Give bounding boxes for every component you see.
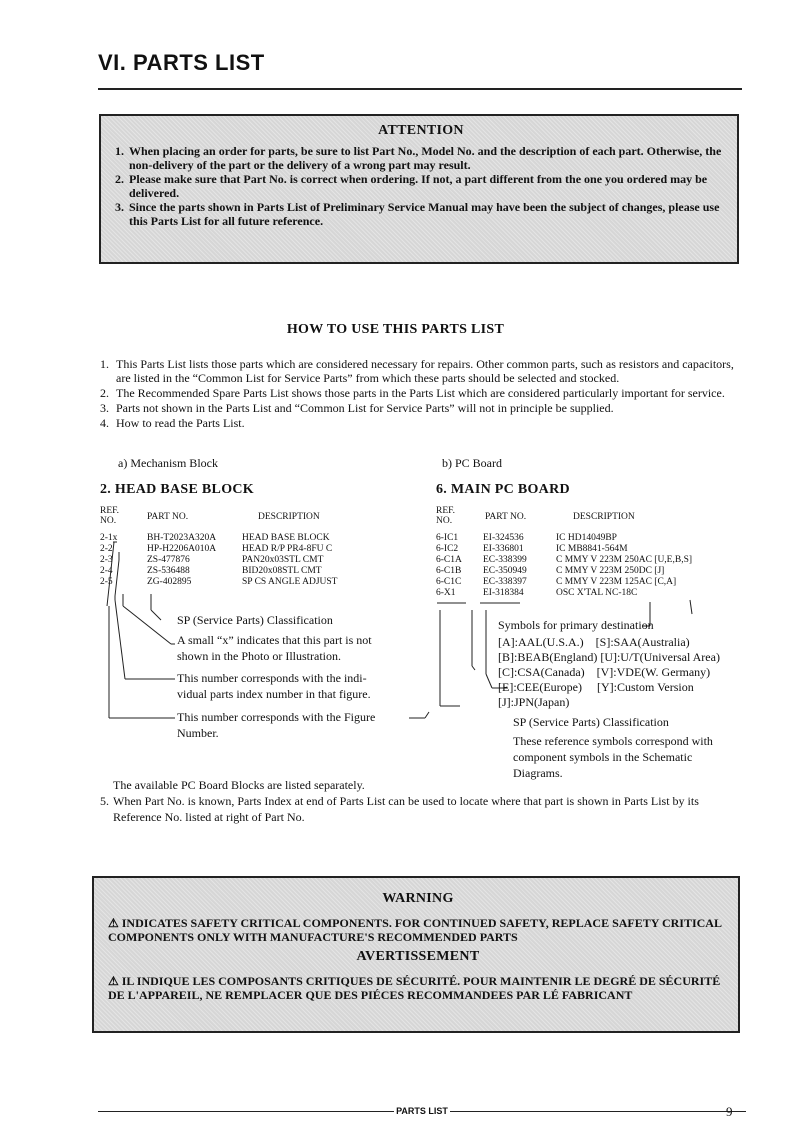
col-ref: REF. [436, 506, 456, 516]
main-pc-table [436, 533, 692, 599]
step-text: How to read the Parts List. [116, 416, 245, 430]
attention-title: ATTENTION [378, 123, 464, 138]
footer-rule-right [450, 1111, 746, 1112]
warning-title-fr: AVERTISSEMENT [356, 949, 480, 964]
ref-cell: 2-4 [100, 566, 113, 576]
leader-line [425, 712, 429, 718]
warning-triangle-icon: ⚠ [108, 916, 119, 930]
attention-num: 3. [115, 200, 124, 214]
page-number: 9 [726, 1104, 733, 1119]
leader-line [123, 606, 171, 644]
desc-cell: C MMY V 223M 250DC [J] [556, 566, 665, 576]
desc-cell: IC MB8841-564M [556, 544, 628, 554]
desc-cell: OSC X'TAL NC-18C [556, 588, 638, 598]
warning-text: INDICATES SAFETY CRITICAL COMPONENTS. FOR CONTINUED SAFETY, REPLACE SAFETY CRITICAL COMPONENTS ONLY WITH MANUFACTURE'S RECOMMENDED PARTS [108, 916, 722, 944]
part-cell: EC-338399 [483, 555, 527, 565]
desc-cell: HEAD BASE BLOCK [242, 533, 330, 543]
footer [98, 1106, 746, 1116]
dest-row-3: [C]:CSA(Canada) [V]:VDE(W. Germany) [498, 665, 711, 679]
note-symbols-1: These reference symbols correspond with [513, 734, 713, 748]
available-note: The available PC Board Blocks are listed separately. [113, 778, 365, 792]
footer-rule-left [98, 1111, 394, 1112]
part-cell: EI-318384 [483, 588, 524, 598]
leader-line [151, 610, 161, 620]
note-symbols-2: component symbols in the Schematic [513, 750, 693, 764]
sub-b-label: b) PC Board [442, 456, 502, 470]
desc-cell: HEAD R/P PR4-8FU C [242, 544, 333, 554]
desc-cell: C MMY V 223M 125AC [C,A] [556, 577, 677, 587]
step-num: 3. [100, 401, 109, 415]
col-no: NO. [436, 516, 453, 526]
attention-text: Since the parts shown in Parts List of Preliminary Service Manual may have been the subject of changes, please use this Parts List for all future reference. [129, 200, 720, 228]
attention-text: When placing an order for parts, be sure to list Part No., Model No. and the description of each part. Otherwise, the non-delivery of the part or the delivery of a wrong part may result. [129, 144, 722, 172]
col-part: PART NO. [485, 512, 527, 522]
heading-rule [98, 88, 742, 90]
col-desc: DESCRIPTION [573, 512, 635, 522]
part-cell: EC-350949 [483, 566, 527, 576]
ref-cell: 6-IC1 [436, 533, 459, 543]
leader-line [486, 674, 492, 688]
col-desc: DESCRIPTION [258, 512, 320, 522]
footer-label: PARTS LIST [396, 1106, 448, 1116]
step-text: This Parts List lists those parts which are considered necessary for repairs. Other common parts, such as resistors and capacitors, are listed in the “Common List for Service Parts” from which these parts should be selected and stocked. [116, 357, 734, 385]
col-no: NO. [100, 516, 117, 526]
step-item [100, 416, 745, 430]
desc-cell: PAN20x03STL CMT [242, 555, 324, 565]
warning-title: WARNING [382, 891, 454, 906]
warning-text-fr: IL INDIQUE LES COMPOSANTS CRITIQUES DE SÉCURITÉ. POUR MAINTENIR LE DEGRÉ DE SÉCURITÉ DE L'APPAREIL, NE REMPLACER QUE DES PIÉCES RECOMMANDEES PAR LÉ FABRICANT [108, 974, 721, 1002]
desc-cell: C MMY V 223M 250AC [U,E,B,S] [556, 555, 693, 565]
part-cell: ZS-536488 [147, 566, 190, 576]
table-row [436, 566, 692, 577]
desc-cell: BID20x08STL CMT [242, 566, 322, 576]
how-to-steps [100, 357, 745, 431]
table-row [436, 577, 692, 588]
attention-box [99, 114, 739, 264]
warning-body-fr [108, 974, 728, 1002]
ref-cell: 6-X1 [436, 588, 456, 598]
attention-item [115, 200, 727, 228]
dest-row-1: [A]:AAL(U.S.A.) [S]:SAA(Australia) [498, 635, 690, 649]
table-row [436, 533, 692, 544]
part-cell: ZS-477876 [147, 555, 190, 565]
ref-cell: 6-C1B [436, 566, 462, 576]
ref-cell: 2-1x [100, 533, 118, 543]
main-pc-title: 6. MAIN PC BOARD [436, 482, 570, 497]
attention-item [115, 172, 727, 200]
leader-line [115, 600, 125, 679]
note-sp: SP (Service Parts) Classification [177, 613, 333, 627]
dest-row-5: [J]:JPN(Japan) [498, 695, 570, 709]
dest-row-4: [E]:CEE(Europe) [Y]:Custom Version [498, 680, 694, 694]
col-part: PART NO. [147, 512, 189, 522]
note-fig-1: This number corresponds with the Figure [177, 710, 376, 724]
step-num: 5. [100, 794, 109, 808]
note-idx-2: vidual parts index number in that figure. [177, 687, 371, 701]
warning-box [92, 876, 740, 1033]
ref-cell: 2-3 [100, 555, 113, 565]
ref-cell: 6-C1C [436, 577, 462, 587]
warning-triangle-icon: ⚠ [108, 974, 119, 988]
step-text: When Part No. is known, Parts Index at end of Parts List can be used to locate where that part is shown in Parts List by its Reference No. listed at right of Part No. [113, 794, 699, 824]
note-x-2: shown in the Photo or Illustration. [177, 649, 341, 663]
ref-cell: 2-2 [100, 544, 113, 554]
part-cell: ZG-402895 [147, 577, 192, 587]
attention-text: Please make sure that Part No. is correct when ordering. If not, a part different from the one you ordered may be delivered. [129, 172, 708, 200]
note-destination: Symbols for primary destination [498, 618, 654, 632]
note-x-1: A small “x” indicates that this part is not [177, 633, 372, 647]
attention-num: 1. [115, 144, 124, 158]
head-base-title: 2. HEAD BASE BLOCK [100, 482, 254, 497]
desc-cell: IC HD14049BP [556, 533, 617, 543]
leader-line [472, 666, 475, 670]
step-num: 1. [100, 357, 109, 371]
table-row [436, 555, 692, 566]
warning-body [108, 916, 728, 944]
sub-a-label: a) Mechanism Block [118, 456, 218, 470]
part-cell: EI-324536 [483, 533, 524, 543]
leader-line [107, 542, 114, 606]
note-idx-1: This number corresponds with the indi- [177, 671, 367, 685]
how-to-title: HOW TO USE THIS PARTS LIST [286, 322, 505, 337]
leader-line [115, 560, 119, 596]
step-text: Parts not shown in the Parts List and “Common List for Service Parts” will not in principle be supplied. [116, 401, 614, 415]
step-num: 4. [100, 416, 109, 430]
col-ref: REF. [100, 506, 120, 516]
step-text: The Recommended Spare Parts List shows those parts in the Parts List which are considered particularly important for service. [116, 386, 725, 400]
step-5 [100, 793, 745, 825]
desc-cell: SP CS ANGLE ADJUST [242, 577, 338, 587]
step-item [100, 357, 745, 385]
leader-line [690, 600, 692, 614]
part-cell: HP-H2206A010A [147, 544, 217, 554]
note-fig-2: Number. [177, 726, 219, 740]
note-sp-right: SP (Service Parts) Classification [513, 715, 669, 729]
dest-row-2: [B]:BEAB(England) [U]:U/T(Universal Area) [498, 650, 720, 664]
step-item [100, 386, 745, 400]
table-row [436, 544, 692, 555]
step-item [100, 401, 745, 415]
note-symbols-3: Diagrams. [513, 766, 563, 780]
part-cell: BH-T2023A320A [147, 533, 217, 543]
step-num: 2. [100, 386, 109, 400]
page-heading: VI. PARTS LIST [98, 50, 265, 75]
ref-cell: 6-IC2 [436, 544, 459, 554]
ref-cell: 2-5 [100, 577, 113, 587]
part-cell: EI-336801 [483, 544, 524, 554]
ref-cell: 6-C1A [436, 555, 462, 565]
part-cell: EC-338397 [483, 577, 527, 587]
attention-num: 2. [115, 172, 124, 186]
attention-item [115, 144, 727, 172]
